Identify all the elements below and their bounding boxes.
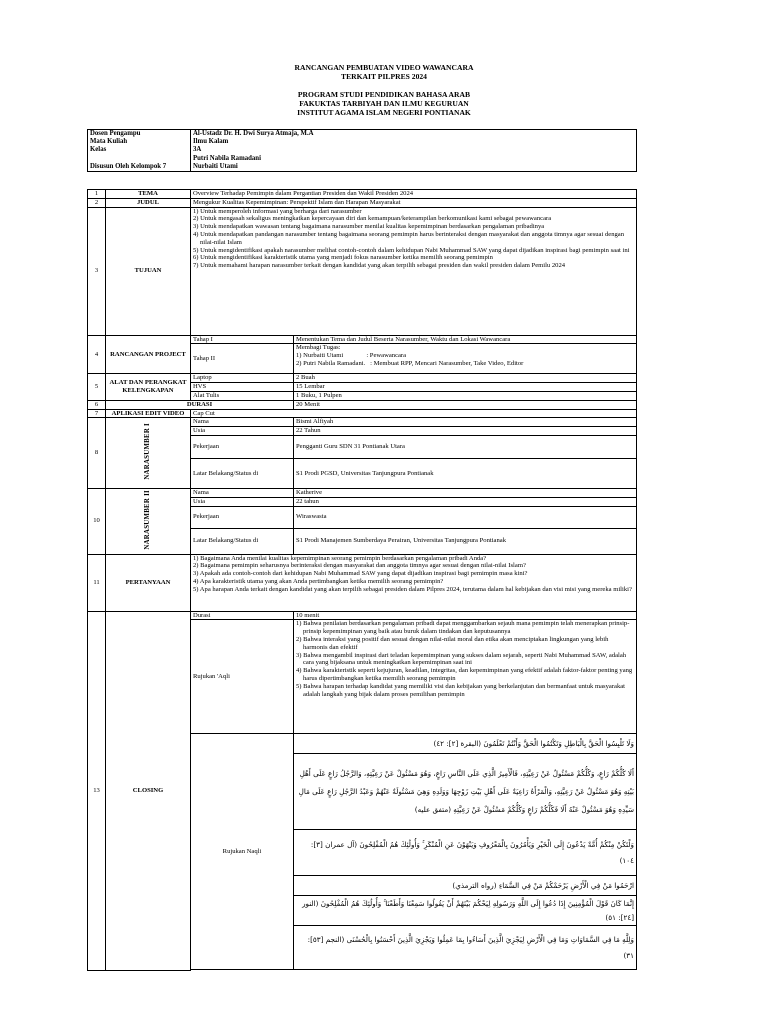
pertanyaan-label: PERTANYAAN: [106, 554, 191, 611]
kelas-value: 3A: [193, 146, 202, 154]
alat-qty: 1 Buku, 1 Pulpen: [294, 391, 637, 400]
matkul-value: Ilmu Kalam: [193, 138, 229, 146]
naqli-item: أَلَا كُلُّكُمْ رَاعٍ، وَكُلُّكُمْ مَسْئُولٌ عَنْ رَعِيَّتِهِ، فَالْأَمِيرُ الَّذِي عَلَى النَّاسِ رَاعٍ، وَهُوَ مَسْئُولٌ عَنْ رَعِيَّتِهِ، وَالرَّجُلُ رَاعٍ عَلَى أَهْلِ بَيْتِهِ وَهُوَ مَسْئُولٌ عَنْ رَعِيَّتِهِ، وَالْمَرْأَةُ رَاعِيَةٌ عَلَى أَهْلِ بَيْتِ زَوْجِهَا وَوَلَدِهِ وَهِيَ مَسْئُولَةٌ عَنْهُمْ وَعَبْدُ الرَّجُلِ رَاعٍ عَلَى مَالِ سَيِّدِهِ وَهُوَ مَسْئُولٌ عَنْهُ أَلَا فَكُلُّكُمْ رَاعٍ وَكُلُّكُمْ مَسْئُولٌ عَنْ رَعِيَّتِهِ (متفق عليه): [294, 754, 637, 830]
list-item: 4) Bahwa karakteristik seperti kejujuran, keadilan, integritas, dan kepemimpinan yang efektif adalah faktor-faktor penting yang harus dipertimbangkan ketika memilih seorang pemimpin: [296, 667, 633, 682]
member2-value: Nurbaiti Utami: [193, 162, 238, 170]
latar-value: S1 Prodi Manajemen Sumberdaya Perairan, Universitas Tanjungpura Pontianak: [294, 528, 637, 554]
pertanyaan-list: [191, 554, 637, 611]
list-item: 4) Untuk mendapatkan pandangan narasumber tentang bagaimana seorang pemimpin harus berinteraksi dengan masyarakat dan anggota timnya agar sesuai dengan nilai-nilai Islam: [193, 230, 625, 246]
aplikasi-value: Cap Cut: [191, 409, 637, 418]
closing-durasi-label: Durasi: [191, 611, 294, 620]
pekerjaan-label: Pekerjaan: [191, 506, 294, 528]
judul-value: Mengukur Kualitas Kepemimpinan: Perspektif Islam dan Harapan Masyarakat: [191, 198, 637, 207]
list-item: 3) Apakah ada contoh-contoh dari kehidupan Nabi Muhammad SAW yang dapat dijadikan inspirasi bagi pemimpin masa kini?: [193, 570, 528, 578]
naqli-label: Rujukan Naqli: [191, 734, 294, 970]
narasumber2-side: NARASUMBER II: [106, 488, 191, 554]
durasi-label: DURASI: [106, 400, 294, 409]
list-item: 3) Untuk mendapatkan wawasan tentang bagaimana narasumber menilai kualitas kepemimpinan berdasarkan pengalaman pribadinya: [193, 223, 545, 231]
pekerjaan-label: Pekerjaan: [191, 435, 294, 458]
usia-label: Usia: [191, 427, 294, 436]
row-no: 6: [88, 400, 106, 409]
usia-value: 22 tahun: [294, 497, 637, 506]
list-item: 3) Bahwa mengambil inspirasi dari teladan kepemimpinan yang sukses dalam sejarah, seperti Nabi Muhammad SAW, adalah cara yang bijaksana untuk meningkatkan kepemimpinan saat ini: [296, 651, 627, 667]
judul-label: JUDUL: [106, 198, 191, 207]
dosen-label: Dosen Pengampu: [88, 130, 191, 139]
list-item: 4) Apa karakteristik utama yang akan Anda pertimbangkan ketika memilih seorang pemimpin?: [193, 577, 444, 585]
doc-title-line1: RANCANGAN PEMBUATAN VIDEO WAWANCARA: [294, 63, 474, 72]
pekerjaan-value: Wiraswasta: [294, 506, 637, 528]
list-item: 5) Apa harapan Anda terkait dengan kandidat yang akan terpilih sebagai presiden dalam Pilpres 2024, terutama dalam hal kebijakan dan visi misi yang mereka miliki?: [193, 585, 632, 593]
list-item: 7) Untuk memahami harapan narasumber terkait dengan kandidat yang akan terpilih sebagai presiden dan wakil presiden dalam Pemilu 2024: [193, 262, 566, 270]
naqli-item: وَلَا تَلْبِسُوا الْحَقَّ بِالْبَاطِلِ وَتَكْتُمُوا الْحَقَّ وَأَنْتُمْ تَعْلَمُونَ (البقرة [٢]: ٤٢): [294, 734, 637, 754]
tema-label: TEMA: [106, 190, 191, 199]
disusun-label: Disusun Oleh Kelompok 7: [88, 163, 191, 172]
nama-label: Nama: [191, 488, 294, 497]
durasi-value: 20 Menit: [294, 400, 637, 409]
list-item: 2) Untuk mengasah sekaligus meningkatkan kepercayaan diri dan kemampuan/keterampilan berkomunikasi kami sebagai pewawancara: [193, 215, 552, 223]
row-no: 10: [88, 488, 106, 554]
naqli-item: وَلْتَكُنْ مِنْكُمْ أُمَّةٌ يَدْعُونَ إِلَى الْخَيْرِ وَيَأْمُرُونَ بِالْمَعْرُوفِ وَيَنْهَوْنَ عَنِ الْمُنْكَرِ ۚ وَأُولَٰئِكَ هُمُ الْمُفْلِحُونَ (آل عمران [٣]: ١٠٤): [294, 830, 637, 876]
tujuan-label: TUJUAN: [106, 207, 191, 335]
naqli-item: إِنَّمَا كَانَ قَوْلَ الْمُؤْمِنِينَ إِذَا دُعُوا إِلَى اللَّهِ وَرَسُولِهِ لِيَحْكُمَ بَيْنَهُمْ أَنْ يَقُولُوا سَمِعْنَا وَأَطَعْنَا ۚ وَأُولَٰئِكَ هُمُ الْمُفْلِحُونَ (النور [٢٤]: ٥١): [294, 896, 637, 926]
latar-value: S1 Prodi PGSD, Universitas Tanjungpura Pontianak: [294, 458, 637, 488]
latar-label: Latar Belakang/Status di: [191, 528, 294, 554]
list-item: 2) Bagaimana pemimpin seharusnya berinteraksi dengan masyarakat dan anggota timnya agar sesuai dengan nilai-nilai Islam?: [193, 562, 526, 570]
list-item: 6) Untuk mengidentifikasi karakteristik utama yang menjadi fokus narasumber ketika memilih seorang pemimpin: [193, 254, 493, 262]
matkul-label: Mata Kuliah: [88, 138, 191, 146]
latar-label: Latar Belakang/Status di: [191, 458, 294, 488]
naqli-item: وَلِلَّهِ مَا فِي السَّمَاوَاتِ وَمَا فِي الْأَرْضِ لِيَجْزِيَ الَّذِينَ أَسَاءُوا بِمَا عَمِلُوا وَيَجْزِيَ الَّذِينَ أَحْسَنُوا بِالْحُسْنَى (النجم [٥٣]: ٣١): [294, 926, 637, 970]
row-no: 7: [88, 409, 106, 418]
list-item: 1) Bahwa penilaian berdasarkan pengalaman pribadi dapat menggambarkan sejauh mana pemimpin telah menerapkan prinsip-prinsip kepemimpinan yang baik atau buruk dalam tindakan dan keputusannya: [296, 620, 630, 636]
list-item: 1) Bagaimana Anda menilai kualitas kepemimpinan seorang pemimpin berdasarkan pengalaman pribadi Anda?: [193, 554, 487, 562]
row-no: 8: [88, 418, 106, 489]
nama-label: Nama: [191, 418, 294, 427]
alat-label: ALAT DAN PERANGKAT KELENGKAPAN: [106, 374, 191, 400]
row-no: 1: [88, 190, 106, 199]
doc-title-line4: FAKUKTAS TARBIYAH DAN ILMU KEGURUAN: [299, 99, 469, 108]
aqli-label: Rujukan 'Aqli: [191, 620, 294, 734]
naqli-item: ارْحَمُوا مَنْ فِي الْأَرْضِ يَرْحَمْكُمْ مَنْ فِي السَّمَاءِ (رواه الترمذي): [294, 876, 637, 896]
nama-value: Bismi Alfiyah: [294, 418, 637, 427]
aqli-list: [294, 620, 637, 734]
narasumber1-side: NARASUMBER I: [106, 418, 191, 489]
alat-qty: 2 Buah: [294, 374, 637, 383]
row-no: 4: [88, 335, 106, 374]
row-no: 13: [88, 611, 106, 970]
closing-durasi-value: 10 menit: [294, 611, 637, 620]
alat-name: Laptop: [191, 374, 294, 383]
pekerjaan-value: Pengganti Guru SDN 31 Pontianak Utara: [294, 435, 637, 458]
list-item: 2) Bahwa interaksi yang positif dan sesuai dengan nilai-nilai moral dan etika akan menciptakan lingkungan yang lebih harmonis dan efektif: [296, 635, 609, 651]
tujuan-list: [191, 207, 637, 335]
doc-title-line2: TERKAIT PILPRES 2024: [341, 72, 427, 81]
alat-name: Alat Tulis: [191, 391, 294, 400]
tahap2-value: Membagi Tugas: 1) Nurbaiti Utami : Pewawancara 2) Putri Nabila Ramadani. : Membuat RPP, Mencari Narasumber, Take Video, Editor: [294, 344, 637, 374]
usia-label: Usia: [191, 497, 294, 506]
list-item: 1) Untuk memperoleh informasi yang berharga dari narasumber: [193, 207, 362, 215]
tahap1-value: Menentukan Tema dan Judul Beserta Narasumber, Waktu dan Lokasi Wawancara: [294, 335, 637, 344]
member1-value: Putri Nabila Ramadani: [193, 154, 261, 162]
dosen-value: Al-Ustadz Dr. H. Dwi Surya Atmaja, M.A: [193, 130, 314, 137]
tahap1-label: Tahap I: [191, 335, 294, 344]
doc-title-line5: INSTITUT AGAMA ISLAM NEGERI PONTIANAK: [297, 108, 471, 117]
list-item: 5) Bahwa harapan terhadap kandidat yang memiliki visi dan kebijakan yang berkelanjutan dan bermanfaat untuk masyarakat adalah langkah yang bijak dalam proses pemilihan pemimpin: [296, 682, 626, 698]
nama-value: Katherive: [294, 488, 637, 497]
tema-value: Overview Terhadap Pemimpin dalam Pergantian Presiden dan Wakil Presiden 2024: [191, 190, 637, 199]
info-table: [87, 129, 637, 172]
tahap2-label: Tahap II: [191, 344, 294, 374]
usia-value: 22 Tahun: [294, 427, 637, 436]
closing-label: CLOSING: [106, 611, 191, 970]
row-no: 5: [88, 374, 106, 400]
rancangan-label: RANCANGAN PROJECT: [106, 335, 191, 374]
list-item: 5) Untuk mengidentifikasi apakah narasumber melihat contoh-contoh dalam kehidupan Nabi Muhammad SAW yang dapat dijadikan inspirasi bagi pemimpin saat ini: [193, 246, 630, 254]
row-no: 3: [88, 207, 106, 335]
alat-name: HVS: [191, 383, 294, 392]
aplikasi-label: APLIKASI EDIT VIDEO: [106, 409, 191, 418]
kelas-label: Kelas: [88, 146, 191, 154]
row-no: 2: [88, 198, 106, 207]
alat-qty: 15 Lembar: [294, 383, 637, 392]
main-table: [87, 189, 637, 971]
doc-title-line3: PROGRAM STUDI PENDIDIKAN BAHASA ARAB: [297, 90, 471, 99]
row-no: 11: [88, 554, 106, 611]
